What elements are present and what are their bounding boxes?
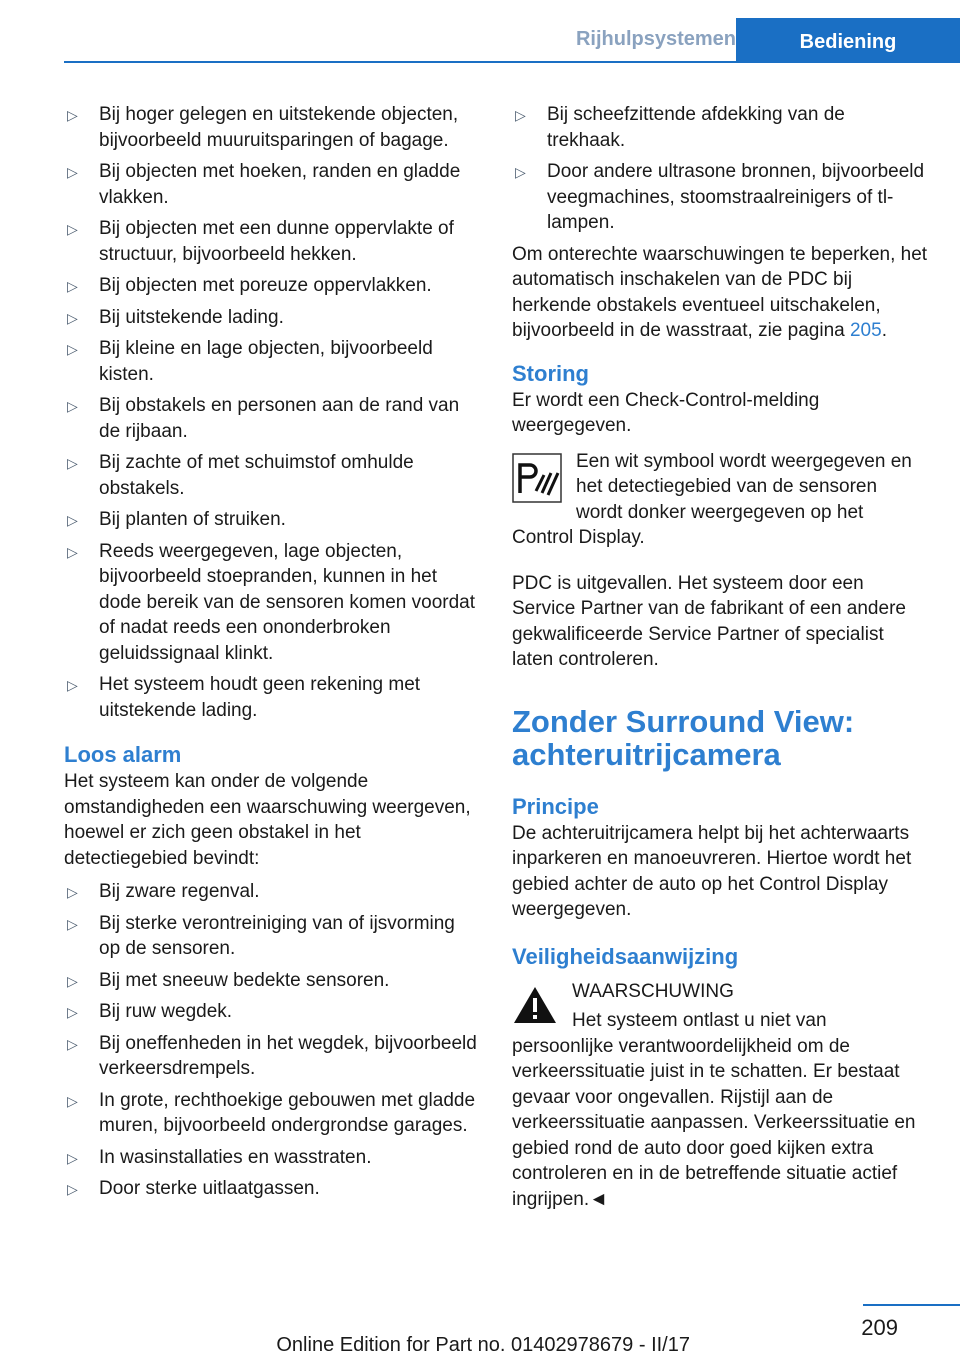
list-item-text: Het systeem houdt geen rekening met uitstekende lading. — [99, 674, 421, 721]
list-item-text: In wasinstallaties en wasstraten. — [99, 1146, 372, 1168]
bullet-triangle-icon: ▷ — [67, 1092, 78, 1109]
header-rule — [64, 61, 960, 63]
bullet-triangle-icon: ▷ — [67, 221, 78, 237]
list-item — [512, 102, 928, 153]
list-item — [64, 879, 480, 905]
list-item — [64, 1031, 480, 1082]
list-item — [64, 1145, 480, 1171]
bullet-triangle-icon: ▷ — [515, 164, 526, 180]
list-item — [64, 393, 480, 444]
list-item — [64, 672, 480, 723]
list-item-text: Bij oneffenheden in het wegdek, bijvoorbeeld verkeersdrempels. — [99, 1032, 477, 1079]
false-alarm-intro: Het systeem kan onder de volgende omstandigheden een waarschuwing weergeven, hoewel er zich geen obstakel in het detectiegebied bevindt: — [64, 771, 471, 869]
bullet-triangle-icon: ▷ — [515, 107, 526, 123]
bullet-triangle-icon: ▷ — [67, 884, 78, 900]
warning-text: Het systeem ontlast u niet van persoonlijke verantwoordelijkheid om de verkeerssituatie juist in te schatten. Er bestaat gevaar voor ongevallen. Rijstijl aan de verkeerssituatie aanpassen. Verkeerssituatie en gebied rond de auto door goed kijken extra controleren en in de betreffende situatie actief ingrijpen.◄ — [512, 1010, 916, 1210]
list-item-text: Bij zachte of met schuimstof omhulde obstakels. — [99, 452, 414, 499]
list-item-text: Bij kleine en lage objecten, bijvoorbeeld kisten. — [99, 338, 433, 385]
list-item — [64, 273, 480, 299]
list-item-text: Bij obstakels en personen aan de rand van de rijbaan. — [99, 395, 460, 442]
list-item-text: Bij ruw wegdek. — [99, 1001, 233, 1022]
bullet-triangle-icon: ▷ — [67, 972, 78, 989]
list-item — [64, 305, 480, 331]
list-item-text: Door andere ultrasone bronnen, bijvoorbeeld veegmachines, stoomstraalreinigers of tl-lampen. — [547, 161, 925, 233]
list-item — [64, 507, 480, 533]
list-item-text: Bij zware regenval. — [99, 881, 260, 902]
list-item — [64, 1176, 480, 1202]
list-item — [64, 1088, 480, 1139]
pdc-paragraph — [512, 242, 928, 344]
page-link[interactable]: 205 — [849, 320, 882, 341]
list-item-text: Bij objecten met hoeken, randen en gladde vlakken. — [99, 161, 461, 208]
list-item-text: Bij hoger gelegen en uitstekende objecten, bijvoorbeeld muuruitsparingen of bagage. — [99, 104, 459, 151]
page-number: 209 — [861, 1315, 898, 1340]
edition-line: Online Edition for Part no. 01402978679 - II/17 — [276, 1334, 690, 1356]
list-item-text: Door sterke uitlaatgassen. — [99, 1178, 320, 1199]
bullet-triangle-icon: ▷ — [67, 1149, 78, 1166]
bullet-triangle-icon: ▷ — [67, 915, 78, 932]
bullet-triangle-icon: ▷ — [67, 164, 78, 180]
bullet-triangle-icon: ▷ — [67, 1035, 78, 1052]
list-item-text: Bij objecten met een dunne oppervlakte of structuur, bijvoorbeeld hekken. — [99, 218, 454, 265]
storing-icon-text: Een wit symbool wordt weergegeven en het detectiegebied van de sensoren wordt donker weergegeven op het Control Display. — [512, 450, 912, 548]
list-item-text: Reeds weergegeven, lage objecten, bijvoorbeeld stoepranden, kunnen in het dode bereik van de sensoren komen voordat of nadat reeds een ononderbroken geluidssignaal klinkt. — [99, 540, 476, 664]
bullet-triangle-icon: ▷ — [67, 341, 78, 357]
bullet-triangle-icon: ▷ — [67, 1181, 78, 1197]
false-alarm-heading: Loos alarm — [64, 742, 182, 767]
storing-paragraph: PDC is uitgevallen. Het systeem door een Service Partner van de fabrikant of een andere gekwalificeerde Service Partner of specialist laten controleren. — [512, 572, 906, 670]
bullet-triangle-icon: ▷ — [67, 278, 78, 294]
bullet-triangle-icon: ▷ — [67, 512, 78, 528]
list-item-text: Bij sterke verontreiniging van of ijsvorming op de sensoren. — [99, 912, 455, 959]
warning-block — [512, 979, 928, 1213]
list-item-text: Bij scheefzittende afdekking van de trekhaak. — [547, 104, 845, 151]
bullet-triangle-icon: ▷ — [67, 398, 78, 414]
list-item-text: Bij objecten met poreuze oppervlakken. — [99, 275, 432, 296]
list-item-text: In grote, rechthoekige gebouwen met gladde muren, bijvoorbeeld ondergrondse garages. — [99, 1089, 476, 1136]
bullet-triangle-icon: ▷ — [67, 107, 78, 123]
bullet-triangle-icon: ▷ — [67, 543, 78, 560]
bullet-triangle-icon: ▷ — [67, 309, 78, 326]
storing-intro: Er wordt een Check-Control-melding weergegeven. — [512, 389, 820, 436]
principe-text: De achteruitrijcamera helpt bij het achterwaarts inparkeren en manoeuvreren. Hiertoe wordt het gebied achter de auto op het Control Display weergegeven. — [512, 822, 912, 920]
pdc-paragraph-text: Om onterechte waarschuwingen te beperken, het automatisch inschakelen van de PDC bij herkende obstakels eventueel uitschakelen, bijvoorbeeld in de wasstraat, zie pagina — [512, 243, 928, 341]
list-item-text: Bij planten of struiken. — [99, 509, 286, 530]
list-item — [512, 159, 928, 236]
pdc-sensor-icon — [512, 453, 562, 503]
footer-rule — [863, 1304, 960, 1306]
list-item — [64, 336, 480, 387]
list-item — [64, 102, 480, 153]
bullet-triangle-icon: ▷ — [67, 677, 78, 693]
list-item-text: Bij met sneeuw bedekte sensoren. — [99, 969, 390, 991]
storing-icon-block — [512, 449, 928, 551]
warning-triangle-icon — [512, 985, 558, 1025]
header-chapter-tab[interactable]: Bediening — [736, 18, 960, 61]
limitations-list — [64, 102, 480, 723]
warning-label: WAARSCHUWING — [572, 980, 734, 1002]
list-item — [64, 968, 480, 994]
principe-heading: Principe — [512, 793, 599, 819]
storing-heading: Storing — [512, 360, 589, 386]
header-section-tab[interactable]: Rijhulpsystemen — [575, 28, 736, 50]
list-item — [64, 159, 480, 210]
section-heading: Zonder Surround View: achteruitrijcamera — [512, 703, 855, 772]
list-item — [64, 450, 480, 501]
safety-heading: Veiligheidsaanwijzing — [512, 943, 739, 969]
page-header — [0, 0, 960, 64]
bullet-triangle-icon: ▷ — [67, 1004, 78, 1020]
interference-list — [512, 102, 928, 236]
false-alarm-list — [64, 879, 480, 1202]
bullet-triangle-icon: ▷ — [67, 455, 78, 471]
list-item-text: Bij uitstekende lading. — [99, 306, 284, 328]
right-column — [512, 102, 928, 1212]
left-column — [64, 102, 480, 1208]
list-item — [64, 911, 480, 962]
list-item — [64, 999, 480, 1025]
list-item — [64, 216, 480, 267]
list-item — [64, 539, 480, 667]
pdc-paragraph-end: . — [881, 320, 887, 341]
